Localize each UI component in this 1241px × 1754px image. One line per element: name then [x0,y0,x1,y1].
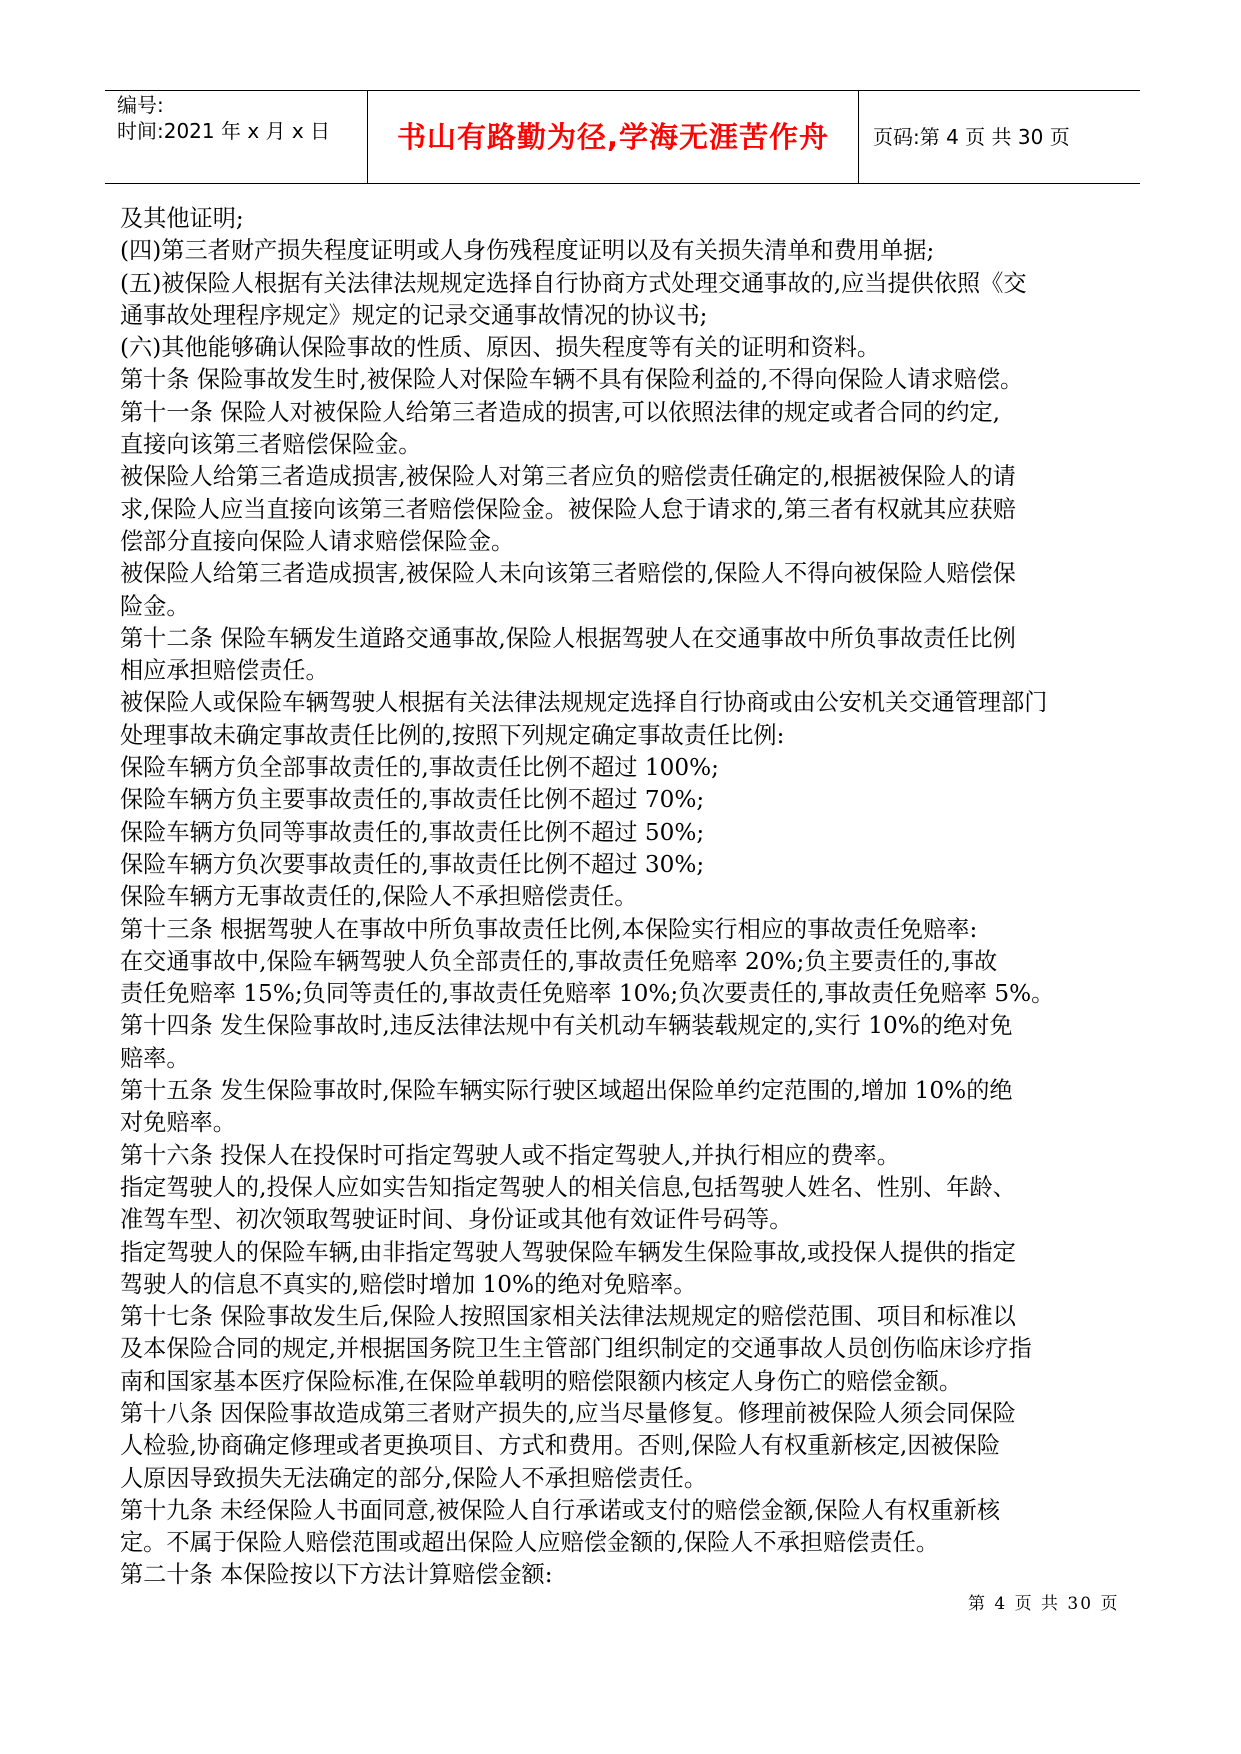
body-line: 保险车辆方负全部事故责任的,事故责任比例不超过 100%; [120,754,719,782]
body-line: 第二十条 本保险按以下方法计算赔偿金额: [120,1561,553,1589]
header-motto-cell [368,91,859,183]
body-line: 处理事故未确定事故责任比例的,按照下列规定确定事故责任比例: [120,721,785,749]
body-line: 第十五条 发生保险事故时,保险车辆实际行驶区域超出保险单约定范围的,增加 10%的绝 [120,1077,1013,1105]
body-line: 第十一条 保险人对被保险人给第三者造成的损害,可以依照法律的规定或者合同的约定, [120,398,1001,426]
body-line: 第十八条 因保险事故造成第三者财产损失的,应当尽量修复。修理前被保险人须会同保险 [120,1399,1016,1427]
page-header [105,90,1140,184]
header-motto: 书山有路勤为径,学海无涯苦作舟 [396,120,830,154]
body-line: 准驾车型、初次领取驾驶证时间、身份证或其他有效证件号码等。 [120,1206,793,1234]
body-line: 保险车辆方负同等事故责任的,事故责任比例不超过 50%; [120,818,705,846]
header-meta-cell [105,91,368,183]
document-body [120,203,1130,1592]
body-line: (五)被保险人根据有关法律法规规定选择自行协商方式处理交通事故的,应当提供依照《交 [120,269,1027,297]
body-line: 第十七条 保险事故发生后,保险人按照国家相关法律法规规定的赔偿范围、项目和标准以 [120,1303,1016,1331]
body-line: 求,保险人应当直接向该第三者赔偿保险金。被保险人怠于请求的,第三者有权就其应获赔 [120,495,1016,523]
header-page-number: 页码:第 4 页 共 30 页 [873,125,1070,149]
footer-page-number: 第 4 页 共 30 页 [968,1594,1120,1614]
body-line: 被保险人给第三者造成损害,被保险人未向该第三者赔偿的,保险人不得向被保险人赔偿保 [120,560,1016,588]
body-line: 南和国家基本医疗保险标准,在保险单载明的赔偿限额内核定人身伤亡的赔偿金额。 [120,1367,963,1395]
body-line: 保险车辆方负次要事故责任的,事故责任比例不超过 30%; [120,850,705,878]
body-line: 定。不属于保险人赔偿范围或超出保险人应赔偿金额的,保险人不承担赔偿责任。 [120,1529,939,1557]
body-line: 通事故处理程序规定》规定的记录交通事故情况的协议书; [120,301,708,329]
body-line: 人检验,协商确定修理或者更换项目、方式和费用。否则,保险人有权重新核定,因被保险 [120,1432,1001,1460]
header-page-cell [859,91,1140,183]
body-line: 及其他证明; [120,205,244,232]
body-line: 险金。 [120,592,190,620]
body-line: (四)第三者财产损失程度证明或人身伤残程度证明以及有关损失清单和费用单据; [120,237,935,265]
body-line: 保险车辆方无事故责任的,保险人不承担赔偿责任。 [120,883,638,911]
body-line: 偿部分直接向保险人请求赔偿保险金。 [120,527,515,555]
time-label: 时间:2021 年 x 月 x 日 [117,119,331,143]
body-line: 被保险人或保险车辆驾驶人根据有关法律法规规定选择自行协商或由公安机关交通管理部门 [120,689,1048,717]
body-line: 责任免赔率 15%;负同等责任的,事故责任免赔率 10%;负次要责任的,事故责任免赔率 5%。 [120,980,1055,1008]
body-line: 人原因导致损失无法确定的部分,保险人不承担赔偿责任。 [120,1464,708,1492]
body-line: 保险车辆方负主要事故责任的,事故责任比例不超过 70%; [120,786,705,814]
serial-label: 编号: [117,93,164,117]
body-line: 被保险人给第三者造成损害,被保险人对第三者应负的赔偿责任确定的,根据被保险人的请 [120,463,1016,491]
body-line: (六)其他能够确认保险事故的性质、原因、损失程度等有关的证明和资料。 [120,334,881,362]
body-line: 第十四条 发生保险事故时,违反法律法规中有关机动车辆装载规定的,实行 10%的绝对免 [120,1012,1013,1040]
body-line: 赔率。 [120,1044,190,1072]
body-line: 驾驶人的信息不真实的,赔偿时增加 10%的绝对免赔率。 [120,1270,697,1298]
body-line: 第十三条 根据驾驶人在事故中所负事故责任比例,本保险实行相应的事故责任免赔率: [120,915,978,943]
body-line: 直接向该第三者赔偿保险金。 [120,431,422,459]
body-line: 指定驾驶人的保险车辆,由非指定驾驶人驾驶保险车辆发生保险事故,或投保人提供的指定 [120,1238,1016,1266]
body-line: 第十六条 投保人在投保时可指定驾驶人或不指定驾驶人,并执行相应的费率。 [120,1141,900,1169]
body-line: 相应承担赔偿责任。 [120,657,329,685]
body-line: 在交通事故中,保险车辆驾驶人负全部责任的,事故责任免赔率 20%;负主要责任的,事故 [120,947,998,975]
body-line: 第十九条 未经保险人书面同意,被保险人自行承诺或支付的赔偿金额,保险人有权重新核 [120,1496,1001,1524]
body-line: 对免赔率。 [120,1109,236,1137]
body-line: 第十条 保险事故发生时,被保险人对保险车辆不具有保险利益的,不得向保险人请求赔偿。 [120,366,1024,394]
body-line: 第十二条 保险车辆发生道路交通事故,保险人根据驾驶人在交通事故中所负事故责任比例 [120,624,1016,652]
body-line: 及本保险合同的规定,并根据国务院卫生主管部门组织制定的交通事故人员创伤临床诊疗指 [120,1335,1032,1363]
body-line: 指定驾驶人的,投保人应如实告知指定驾驶人的相关信息,包括驾驶人姓名、性别、年龄、 [120,1173,1016,1201]
